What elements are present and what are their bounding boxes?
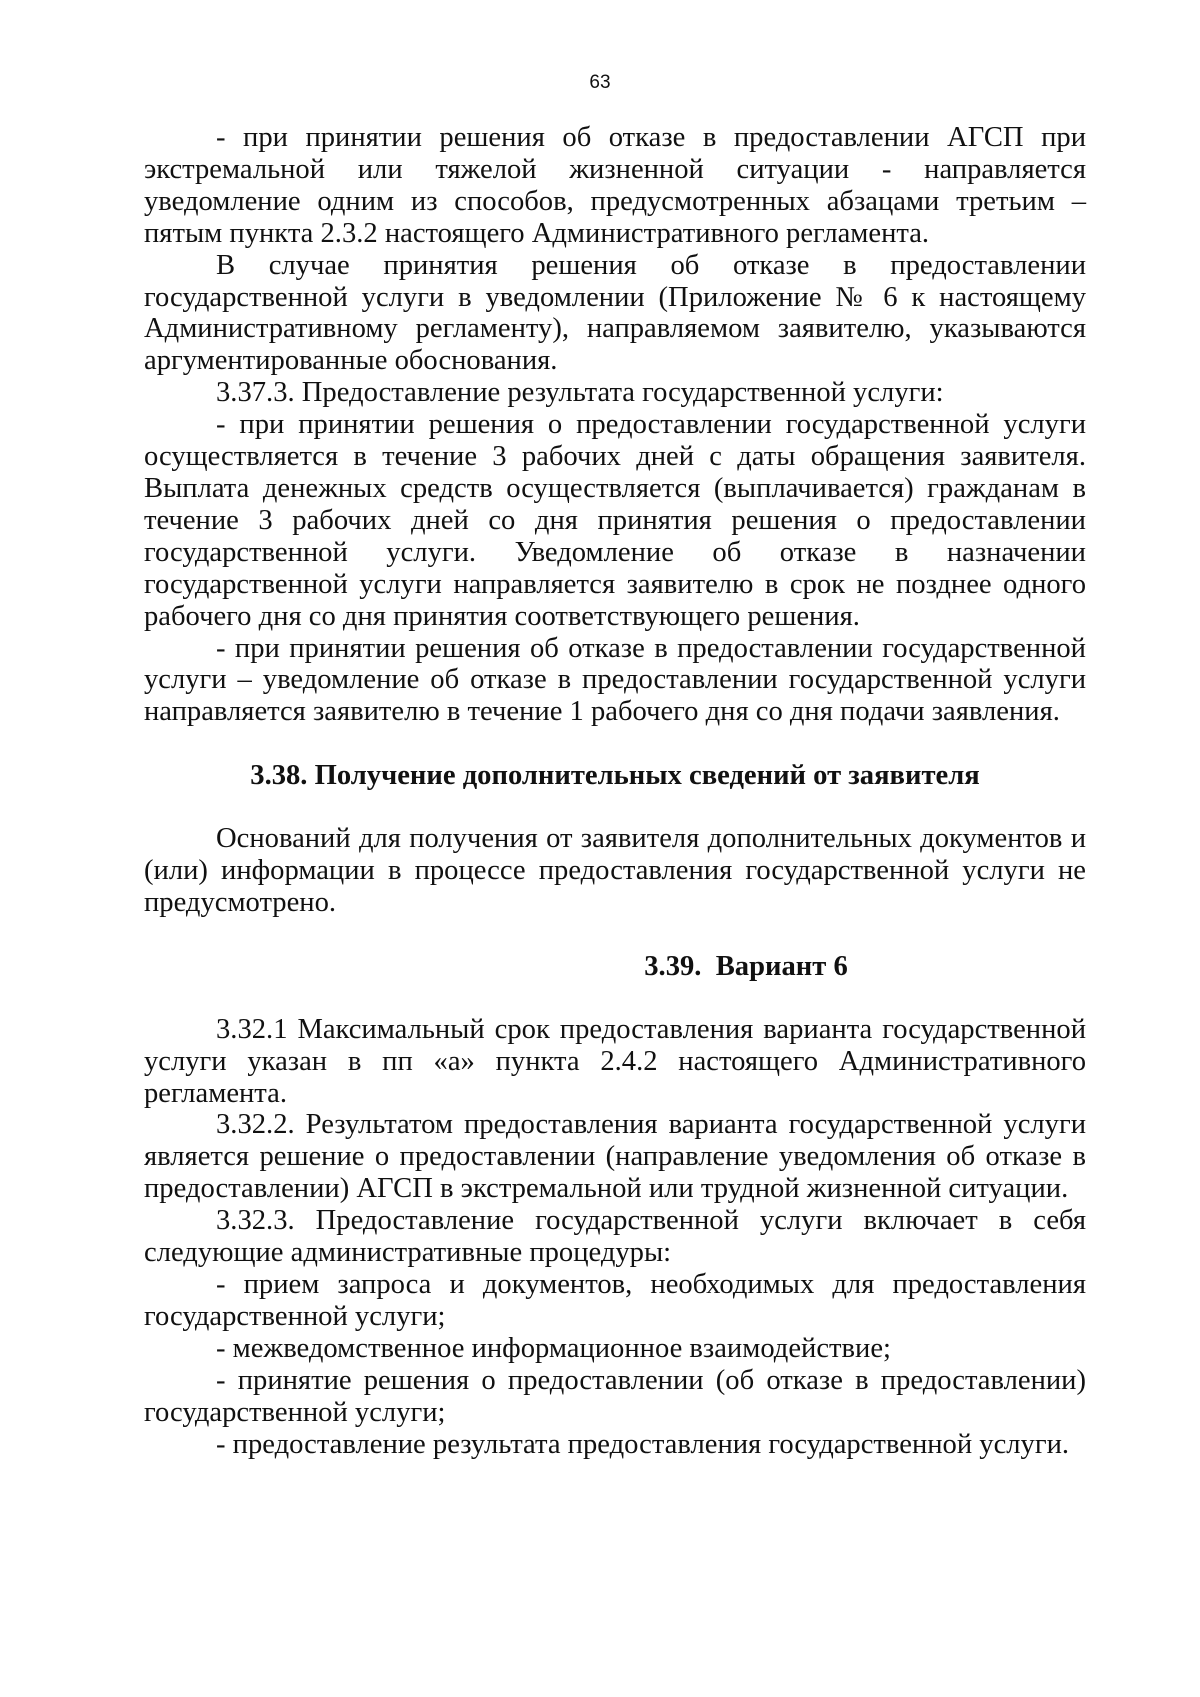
list-item: - прием запроса и документов, необходимых для предоставления государственной услуги; [144,1269,1086,1332]
paragraph: 3.32.3. Предоставление государственной услуги включает в себя следующие административные процедуры: [144,1205,1086,1269]
paragraph: - при принятии решения о предоставлении государственной услуги осуществляется в течение 3 рабочих дней с даты обращения заявителя. Выплата денежных средств осуществляется (выплачивается) гражданам в течение 3 рабочих дней со дня принятия решения о предоставлении государственной услуги. Уведомление об отказе в назначении государственной услуги направляется заявителю в срок не позднее одного рабочего дня со дня принятия соответствующего решения. [144,409,1086,632]
paragraph: - при принятии решения об отказе в предоставлении АГСП при экстремальной или тяжелой жизненной ситуации - направляется уведомление одним из способов, предусмотренных абзацами третьим – пятым пункта 2.3.2 настоящего Административного регламента. [144,122,1086,249]
list-item: - принятие решения о предоставлении (об отказе в предоставлении) государственной услуги; [144,1364,1086,1428]
page-number: 63 [589,72,611,93]
paragraph: Оснований для получения от заявителя дополнительных документов и (или) информации в процессе предоставления государственной услуги не предусмотрено. [144,823,1086,918]
paragraph: 3.37.3. Предоставление результата государственной услуги: [216,377,944,409]
section-heading-3-38: 3.38. Получение дополнительных сведений от заявителя [250,760,980,792]
document-body [144,122,1086,1460]
paragraph: 3.32.1 Максимальный срок предоставления варианта государственной услуги указан в пп «а» пункта 2.4.2 настоящего Административного регламента. [144,1013,1086,1109]
paragraph: В случае принятия решения об отказе в предоставлении государственной услуги в уведомлении (Приложение № 6 к настоящему Административному регламенту), направляемом заявителю, указываются аргументированные обоснования. [144,249,1086,377]
section-heading-3-39: 3.39. Вариант 6 [644,950,848,982]
list-item: - предоставление результата предоставления государственной услуги. [216,1428,1070,1460]
paragraph: 3.32.2. Результатом предоставления варианта государственной услуги является решение о предоставлении (направление уведомления об отказе в предоставлении) АГСП в экстремальной или трудной жизненной ситуации. [144,1109,1086,1205]
list-item: - межведомственное информационное взаимодействие; [216,1332,891,1364]
paragraph: - при принятии решения об отказе в предоставлении государственной услуги – уведомление об отказе в предоставлении государственной услуги направляется заявителю в течение 1 рабочего дня со дня подачи заявления. [144,632,1086,728]
